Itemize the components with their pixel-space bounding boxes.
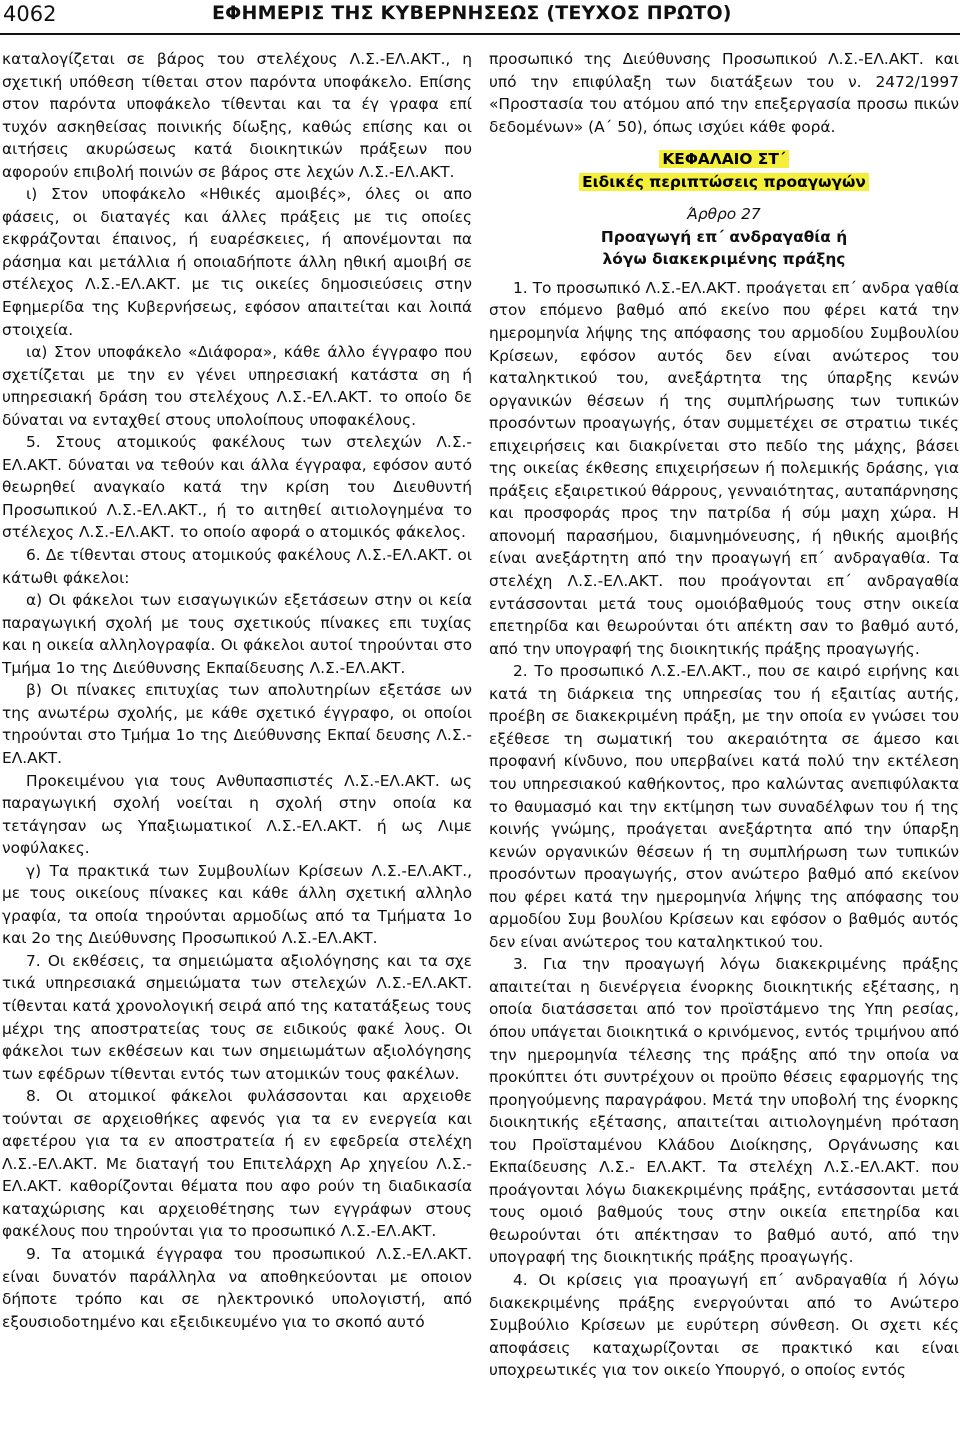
- article-number: Άρθρο 27: [687, 205, 761, 224]
- article-title-line2: λόγω διακεκριμένης πράξης: [602, 250, 846, 269]
- paragraph: καταλογίζεται σε βάρος του στελέχους Λ.Σ.-ΕΛ.ΑΚΤ., η σχετική υπόθεση τίθεται στον παρόντα υποφάκελο. Επίσης στον παρόντα υποφάκελο τίθενται και τα έγ γραφα επί τυχόν ασκηθείσας ποινικής δίωξης, καθώς επίσης και οι αιτήσεις ακυρώσεως κατά διοικητικών πράξεων που αφορούν επιβολή ποινών σε βάρος στε λεχών Λ.Σ.-ΕΛ.ΑΚΤ.: [2, 50, 472, 181]
- paragraph: 1. Το προσωπικό Λ.Σ.-ΕΛ.ΑΚΤ. προάγεται επ΄ ανδρα γαθία στον επόμενο βαθμό από εκείνο που φέρει κατά την ημερομηνία λήψης της απόφασης του αρμοδίου Συμβουλίου Κρίσεων, εφόσον αυτός δεν είναι ανώτερος του καταληκτικού του, ανεξάρτητα της ύπαρξης κενών οργανικών θέσεων ή της συμπλήρωσης των τυπικών προσόντων προαγωγής, όταν συμμετέχει σε στρατιω τικές επιχειρήσεις και διακρίνεται στο πεδίο της μάχης, βάσει της οικείας έκθεσης επιχειρήσεων ή πολεμικής δράσης, για πράξεις εξαιρετικού θάρρους, γενναιότητας, αυταπάρνησης και προσφοράς προς την πατρίδα ή σύμ μαχη χώρα. Η απονομή παρασήμου, διαμνημόνευσης, ή ηθικής αμοιβής είναι ανεξάρτητη από την προαγωγή επ΄ ανδραγαθία. Τα στελέχη Λ.Σ.-ΕΛ.ΑΚΤ. που προάγονται επ΄ ανδραγαθία εντάσσονται μετά τους ομοιόβαθμούς τους στην οικεία επετηρίδα και θεωρούνται ότι απέκτη σαν το βαθμό αυτό, από την υπογραφή της διοικητικής πράξης προαγωγής.: [489, 278, 959, 658]
- paragraph: 4. Οι κρίσεις για προαγωγή επ΄ ανδραγαθία ή λόγω διακεκριμένης πράξης ενεργούνται από το Ανώτερο Συμβούλιο Κρίσεων με ευρύτερη σύνθεση. Οι σχετι κές αποφάσεις καταχωρίζονται σε πρακτικό και είναι υποχρεωτικές για τον οικείο Υπουργό, ο οποίος εντός: [489, 1270, 959, 1380]
- paragraph: β) Οι πίνακες επιτυχίας των απολυτηρίων εξετάσε ων της ανωτέρω σχολής, με κάθε σχετικό έγγραφο, οι οποίοι τηρούνται στο Τμήμα 1ο της Διεύθυνσης Εκπαί δευσης Λ.Σ.-ΕΛ.ΑΚΤ.: [2, 681, 472, 767]
- spacer: [489, 138, 959, 144]
- paragraph: 6. Δε τίθενται στους ατομικούς φακέλους Λ.Σ.-ΕΛ.ΑΚΤ. οι κάτωθι φάκελοι:: [2, 546, 472, 587]
- paragraph: 5. Στους ατομικούς φακέλους των στελεχών Λ.Σ.- ΕΛ.ΑΚΤ. δύναται να τεθούν και άλλα έγγραφα, εφόσον αυτό θεωρηθεί αναγκαίο κατά την κρίση του Διευθυντή Προσωπικού Λ.Σ.-ΕΛ.ΑΚΤ., ή το αιτηθεί αιτιολογημένα το στέλεχος Λ.Σ.-ΕΛ.ΑΚΤ. το οποίο αφορά ο ατομικός φάκελος.: [2, 433, 472, 542]
- paragraph: Προκειμένου για τους Ανθυπασπιστές Λ.Σ.-ΕΛ.ΑΚΤ. ως παραγωγική σχολή νοείται η σχολή στην οποία κα τετάγησαν ως Υπαξιωματικοί Λ.Σ.-ΕΛ.ΑΚΤ. ή ως Λιμε νοφύλακες.: [2, 771, 472, 858]
- page-header: [0, 0, 960, 34]
- chapter-number: ΚΕΦΑΛΑΙΟ ΣΤ΄: [659, 150, 788, 168]
- paragraph: 9. Τα ατομικά έγγραφα του προσωπικού Λ.Σ.-ΕΛ.ΑΚΤ. είναι δυνατόν παράλληλα να αποθηκεύονται με οποιον δήποτε τρόπο και σε ηλεκτρονικό υπολογιστή, από εξουσιοδοτημένο και εξειδικευμένο για το σκοπό αυτό: [2, 1244, 472, 1331]
- paragraph: γ) Τα πρακτικά των Συμβουλίων Κρίσεων Λ.Σ.-ΕΛ.ΑΚΤ., με τους οικείους πίνακες και κάθε άλλη σχετική αλληλο γραφία, τα οποία τηρούνται αρμοδίως από τα Τμήματα 1ο και 2ο της Διεύθυνσης Προσωπικού Λ.Σ.-ΕΛ.ΑΚΤ.: [2, 861, 472, 948]
- paragraph: 8. Οι ατομικοί φάκελοι φυλάσσονται και αρχειοθε τούνται σε αρχειοθήκες αφενός για τα εν ενεργεία και αφετέρου για τα εν αποστρατεία ή εν εφεδρεία στελέχη Λ.Σ.-ΕΛ.ΑΚΤ. Με διαταγή του Επιτελάρχη Αρ χηγείου Λ.Σ.-ΕΛ.ΑΚΤ. καθορίζονται θέματα που αφο ρούν τη διαδικασία καταχώρισης και αρχειοθέτησης των εγγράφων στους φακέλους που τηρούνται για το προσωπικό Λ.Σ.-ΕΛ.ΑΚΤ.: [2, 1087, 472, 1241]
- paragraph: ια) Στον υποφάκελο «Διάφορα», κάθε άλλο έγγραφο που σχετίζεται με την εν γένει υπηρεσιακή κατάστα ση ή υπηρεσιακή δράση του στελέχους Λ.Σ.-ΕΛ.ΑΚΤ. το οποίο δε δύναται να ενταχθεί στους υπολοίπους υποφακέλους.: [2, 343, 472, 429]
- paragraph: ι) Στον υποφάκελο «Ηθικές αμοιβές», όλες οι απο φάσεις, οι διαταγές και άλλες πράξεις με τις οποίες εκφράζονται έπαινος, ή ευαρέσκειες, ή απονέμονται πα ράσημα και μετάλλια ή οποιαδήποτε άλλη ηθική αμοιβή σε στέλεχος Λ.Σ.-ΕΛ.ΑΚΤ. με τις οικείες δημοσιεύσεις στην Εφημερίδα της Κυβερνήσεως, εφόσον απαιτείται και λοιπά στοιχεία.: [2, 185, 472, 339]
- paragraph: 3. Για την προαγωγή λόγω διακεκριμένης πράξης απαιτείται η διενέργεια ένορκης διοικητικής εξέτασης, η οποία διατάσσεται από τον προϊστάμενο της Υπη ρεσίας, όπου υπάγεται διοικητικά ο κρινόμενος, εντός τριμήνου από την ημερομηνία τέλεσης της πράξης από την οποία να προκύπτει ότι συντρέχουν οι προϋπο θέσεις εφαρμογής της προηγούμενης παραγράφου. Μετά την υποβολή της ένορκης διοικητικής εξέτασης, απαιτείται αιτιολογημένη πρόταση του Προϊσταμένου Κλάδου Διοίκησης, Οργάνωσης και Εκπαίδευσης Λ.Σ.- ΕΛ.ΑΚΤ. Τα στελέχη Λ.Σ.-ΕΛ.ΑΚΤ. που προάγονται λόγω διακεκριμένης πράξης, εντάσσονται μετά τους ομοιό βαθμούς τους στην οικεία επετηρίδα και θεωρούνται ότι απέκτησαν το βαθμό αυτό, από την υπογραφή της διοικητικής πράξης προαγωγής.: [489, 955, 959, 1267]
- article-title-line1: Προαγωγή επ΄ ανδραγαθία ή: [600, 227, 848, 246]
- chapter-title: Ειδικές περιπτώσεις προαγωγών: [579, 173, 869, 191]
- chapter-heading: [489, 148, 959, 193]
- paragraph: 7. Οι εκθέσεις, τα σημειώματα αξιολόγησης και τα σχε τικά υπηρεσιακά σημειώματα των στελεχών Λ.Σ.-ΕΛ.ΑΚΤ. τίθενται κατά χρονολογική σειρά από της κατατάξεως τους μέχρι της αποστρατείας τους σε ειδικούς φακέ λους. Οι φάκελοι των εκθέσεων και των σημειωμάτων αξιολόγησης των εφέδρων τίθενται εντός των ατομικών τους φακέλων.: [2, 951, 472, 1083]
- paragraph: α) Οι φάκελοι των εισαγωγικών εξετάσεων στην οι κεία παραγωγική σχολή με τους σχετικούς πίνακες επι τυχίας και η οικεία αλληλογραφία. Οι φάκελοι αυτοί τηρούνται στο Τμήμα 1ο της Διεύθυνσης Εκπαίδευσης Λ.Σ.-ΕΛ.ΑΚΤ.: [2, 591, 472, 677]
- header-divider: [0, 33, 960, 35]
- page-number: 4062: [3, 2, 57, 26]
- paragraph: 2. Το προσωπικό Λ.Σ.-ΕΛ.ΑΚΤ., που σε καιρό ειρήνης και κατά τη διάρκεια της υπηρεσίας του ή εξαιτίας αυτής, προέβη σε διακεκριμένη πράξη, με την οποία εν γνώσει του εξέθεσε τη σωματική του ακεραιότητα σε άμεσο και προφανή κίνδυνο, που υπερβαίνει κατά πολύ την εκτέλεση του υπηρεσιακού καθήκοντος, προ καλώντας ανεπιφύλακτα το θαυμασμό και την εκτίμηση των συναδέλφων του ή της κοινής γνώμης, προάγεται ανεξάρτητα από την ύπαρξη κενών οργανικών θέσεων ή τη συμπλήρωση των τυπικών προσόντων προαγωγής, στον ανώτερο βαθμό από εκείνον που φέρει κατά την ημερομηνία λήψης της απόφασης του αρμοδίου Συμ βουλίου Κρίσεων και εφόσον ο βαθμός αυτός δεν είναι ανώτερος του καταληκτικού του.: [489, 662, 959, 951]
- journal-title: ΕΦΗΜΕΡΙΣ ΤΗΣ ΚΥΒΕΡΝΗΣΕΩΣ (ΤΕΥΧΟΣ ΠΡΩΤΟ): [212, 2, 732, 24]
- right-column: [489, 48, 959, 1382]
- paragraph: προσωπικό της Διεύθυνσης Προσωπικού Λ.Σ.-ΕΛ.ΑΚΤ. και υπό την επιφύλαξη των διατάξεων του ν. 2472/1997 «Προστασία του ατόμου από την επεξεργασία προσω πικών δεδομένων» (Α΄ 50), όπως ισχύει κάθε φορά.: [489, 50, 959, 136]
- left-column: [2, 48, 472, 1333]
